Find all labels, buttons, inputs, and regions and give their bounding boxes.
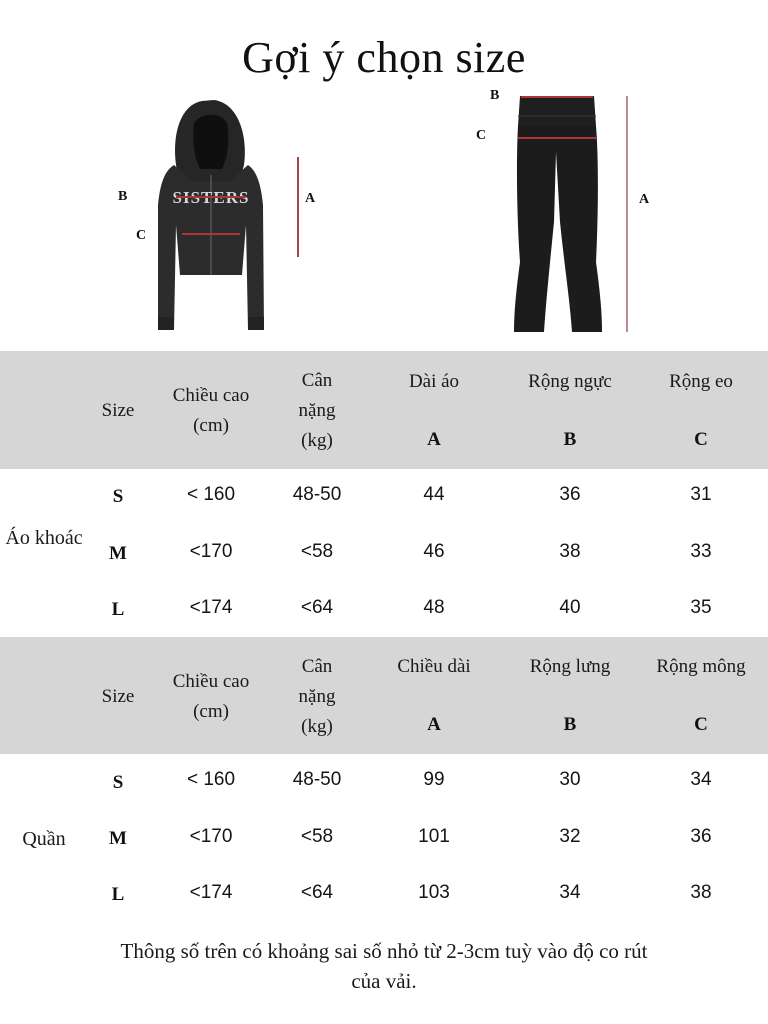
header-height: Chiều cao (cm) <box>172 671 250 722</box>
header-letter-a: A <box>427 714 441 735</box>
weight-cell: 48-50 <box>292 769 342 790</box>
label-a: A <box>305 191 316 206</box>
col-a-cell: 101 <box>418 826 450 847</box>
col-a-cell: 44 <box>423 484 445 505</box>
length-line <box>297 157 299 257</box>
col-b-cell: 30 <box>559 769 581 790</box>
page-title: Gợi ý chọn size <box>242 33 526 82</box>
weight-cell: <58 <box>300 541 334 562</box>
size-cell: S <box>112 486 124 507</box>
header-height: Chiều cao (cm) <box>172 385 250 436</box>
weight-cell: <64 <box>300 882 334 903</box>
col-a-cell: 99 <box>423 769 445 790</box>
size-cell: M <box>109 543 127 564</box>
jacket-graphic-text: SISTERS <box>172 188 250 207</box>
size-cell: S <box>112 772 124 793</box>
col-b-cell: 36 <box>559 484 581 505</box>
header-letter-c: C <box>694 714 708 735</box>
header-col-b: Rộng lưng <box>529 656 611 677</box>
header-size: Size <box>101 686 135 707</box>
footnote-text: Thông số trên có khoảng sai số nhỏ từ 2-3cm tuỳ vào độ co rút của vải. <box>120 939 648 993</box>
size-cell: M <box>109 828 127 849</box>
height-cell: <170 <box>189 541 233 562</box>
jacket-illustration <box>110 95 340 340</box>
label-b: B <box>490 88 500 103</box>
label-c: C <box>136 228 147 243</box>
height-cell: < 160 <box>186 484 236 505</box>
header-weight: Cân nặng (kg) <box>298 370 336 451</box>
col-c-cell: 38 <box>690 882 712 903</box>
header-col-c: Rộng eo <box>669 371 733 392</box>
col-a-cell: 103 <box>418 882 450 903</box>
measurement-tolerance-note <box>0 936 768 996</box>
header-letter-a: A <box>427 429 441 450</box>
col-c-cell: 33 <box>690 541 712 562</box>
header-letter-b: B <box>563 714 577 735</box>
col-b-cell: 38 <box>559 541 581 562</box>
height-cell: < 160 <box>186 769 236 790</box>
header-col-a: Chiều dài <box>397 656 471 677</box>
group-label-jacket: Áo khoác <box>5 527 83 549</box>
group-label-pants: Quần <box>22 828 66 850</box>
size-cell: L <box>111 884 125 905</box>
header-col-a: Dài áo <box>408 371 460 392</box>
col-c-cell: 36 <box>690 826 712 847</box>
col-c-cell: 31 <box>690 484 712 505</box>
col-b-cell: 32 <box>559 826 581 847</box>
weight-cell: <58 <box>300 826 334 847</box>
col-a-cell: 48 <box>423 597 445 618</box>
height-cell: <174 <box>189 882 233 903</box>
label-b: B <box>118 189 128 204</box>
pants-illustration <box>468 82 668 340</box>
col-b-cell: 40 <box>559 597 581 618</box>
flare-pants-image <box>468 82 668 340</box>
col-c-cell: 34 <box>690 769 712 790</box>
header-letter-b: B <box>563 429 577 450</box>
label-c: C <box>476 128 487 143</box>
label-a: A <box>639 192 650 207</box>
col-a-cell: 46 <box>423 541 445 562</box>
weight-cell: 48-50 <box>292 484 342 505</box>
header-size: Size <box>101 400 135 421</box>
header-letter-c: C <box>694 429 708 450</box>
size-cell: L <box>111 599 125 620</box>
height-cell: <174 <box>189 597 233 618</box>
hoodie-jacket-image <box>110 95 340 340</box>
weight-cell: <64 <box>300 597 334 618</box>
header-col-b: Rộng ngực <box>528 371 612 392</box>
header-weight: Cân nặng (kg) <box>298 656 336 737</box>
col-c-cell: 35 <box>690 597 712 618</box>
header-col-c: Rộng mông <box>656 656 746 677</box>
length-line <box>626 96 628 332</box>
height-cell: <170 <box>189 826 233 847</box>
col-b-cell: 34 <box>559 882 581 903</box>
